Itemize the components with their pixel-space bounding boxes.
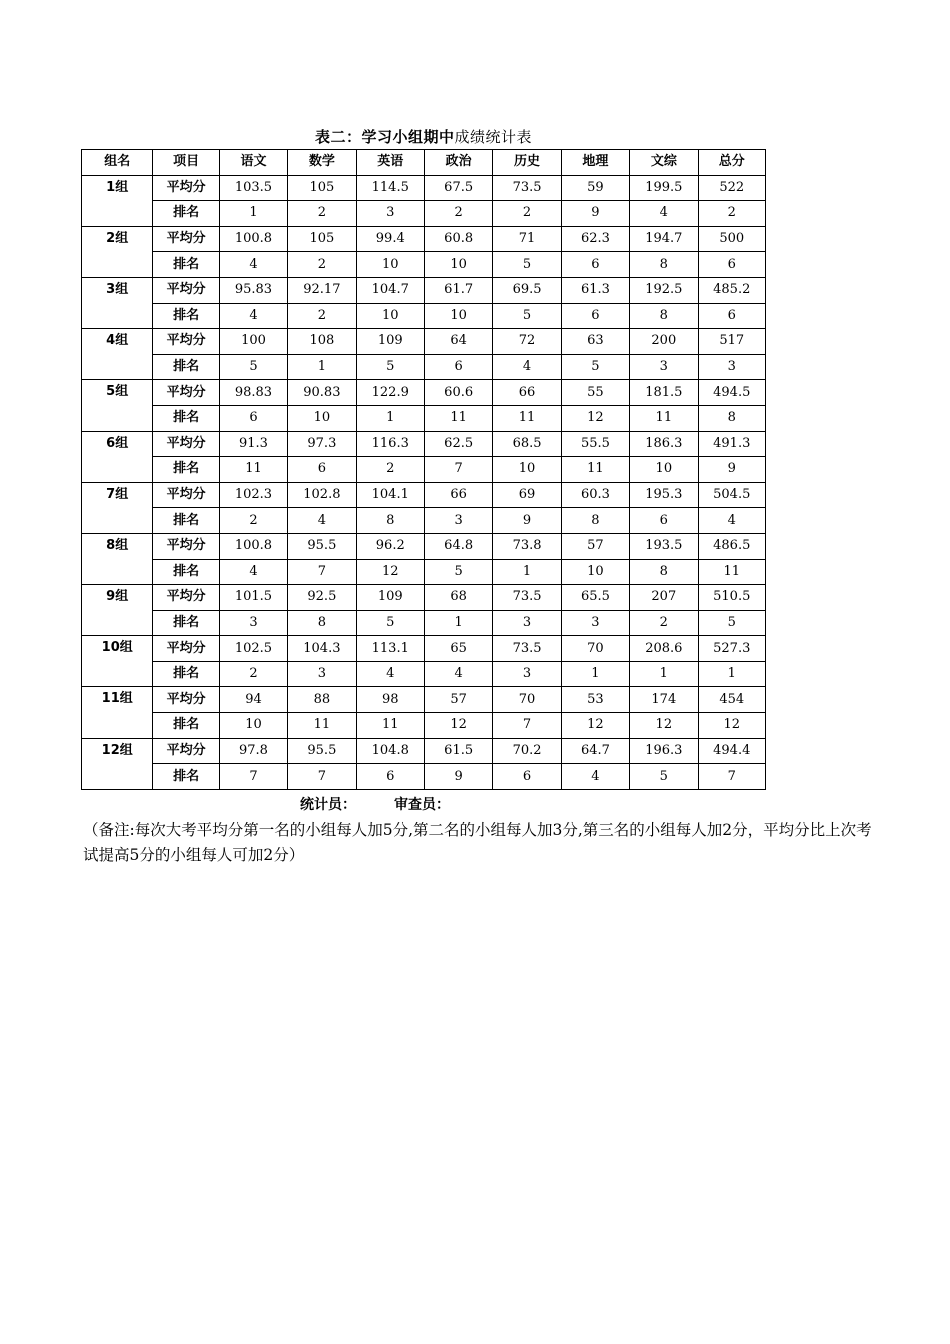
rank-value-cell: 12 (356, 559, 424, 585)
average-value-cell: 61.5 (424, 738, 492, 764)
item-label-cell: 平均分 (153, 636, 219, 662)
rank-value-cell: 3 (493, 610, 561, 636)
average-value-cell: 71 (493, 226, 561, 252)
average-value-cell: 108 (288, 329, 356, 355)
average-value-cell: 517 (698, 329, 765, 355)
table-row-average (82, 277, 766, 303)
average-value-cell: 200 (630, 329, 698, 355)
rank-value-cell: 3 (356, 201, 424, 227)
average-value-cell: 70.2 (493, 738, 561, 764)
rank-value-cell: 3 (219, 610, 287, 636)
average-value-cell: 72 (493, 329, 561, 355)
item-label-cell: 平均分 (153, 277, 219, 303)
reviewer-label: 审查员： (394, 797, 450, 813)
average-value-cell: 97.3 (288, 431, 356, 457)
table-row-rank (82, 610, 766, 636)
average-value-cell: 500 (698, 226, 765, 252)
average-value-cell: 69.5 (493, 277, 561, 303)
rank-value-cell: 8 (288, 610, 356, 636)
group-name-cell: 1组 (82, 175, 153, 226)
item-label-cell: 排名 (153, 405, 219, 431)
rank-value-cell: 11 (356, 713, 424, 739)
average-value-cell: 99.4 (356, 226, 424, 252)
item-label-cell: 排名 (153, 508, 219, 534)
average-value-cell: 491.3 (698, 431, 765, 457)
rank-value-cell: 2 (493, 201, 561, 227)
group-name-cell: 8组 (82, 533, 153, 584)
table-row-average (82, 636, 766, 662)
rank-value-cell: 4 (219, 252, 287, 278)
rank-value-cell: 4 (630, 201, 698, 227)
average-value-cell: 109 (356, 585, 424, 611)
average-value-cell: 100.8 (219, 533, 287, 559)
average-value-cell: 103.5 (219, 175, 287, 201)
rank-value-cell: 10 (561, 559, 629, 585)
table-row-average (82, 226, 766, 252)
rank-value-cell: 1 (493, 559, 561, 585)
table-row-rank (82, 201, 766, 227)
rank-value-cell: 6 (698, 252, 765, 278)
average-value-cell: 60.6 (424, 380, 492, 406)
average-value-cell: 88 (288, 687, 356, 713)
average-value-cell: 102.5 (219, 636, 287, 662)
average-value-cell: 64.8 (424, 533, 492, 559)
rank-value-cell: 3 (561, 610, 629, 636)
rank-value-cell: 5 (424, 559, 492, 585)
rank-value-cell: 7 (493, 713, 561, 739)
rank-value-cell: 8 (630, 559, 698, 585)
rank-value-cell: 7 (288, 559, 356, 585)
average-value-cell: 105 (288, 226, 356, 252)
rank-value-cell: 12 (630, 713, 698, 739)
rank-value-cell: 7 (219, 764, 287, 790)
item-label-cell: 平均分 (153, 585, 219, 611)
item-label-cell: 排名 (153, 457, 219, 483)
average-value-cell: 494.4 (698, 738, 765, 764)
average-value-cell: 69 (493, 482, 561, 508)
rank-value-cell: 3 (630, 354, 698, 380)
rank-value-cell: 2 (356, 457, 424, 483)
average-value-cell: 70 (493, 687, 561, 713)
rank-value-cell: 2 (288, 303, 356, 329)
average-value-cell: 104.8 (356, 738, 424, 764)
rank-value-cell: 3 (493, 661, 561, 687)
rank-value-cell: 11 (219, 457, 287, 483)
rank-value-cell: 2 (288, 201, 356, 227)
average-value-cell: 98 (356, 687, 424, 713)
average-value-cell: 95.5 (288, 533, 356, 559)
item-label-cell: 排名 (153, 354, 219, 380)
average-value-cell: 122.9 (356, 380, 424, 406)
group-name-cell: 2组 (82, 226, 153, 277)
group-name-cell: 4组 (82, 329, 153, 380)
group-name-cell: 10组 (82, 636, 153, 687)
rank-value-cell: 7 (698, 764, 765, 790)
table-header-row (82, 150, 766, 176)
average-value-cell: 485.2 (698, 277, 765, 303)
item-label-cell: 平均分 (153, 482, 219, 508)
item-label-cell: 平均分 (153, 329, 219, 355)
average-value-cell: 68.5 (493, 431, 561, 457)
rank-value-cell: 11 (424, 405, 492, 431)
table-row-average (82, 687, 766, 713)
average-value-cell: 494.5 (698, 380, 765, 406)
table-title (81, 127, 766, 147)
average-value-cell: 522 (698, 175, 765, 201)
average-value-cell: 113.1 (356, 636, 424, 662)
item-label-cell: 排名 (153, 303, 219, 329)
average-value-cell: 102.8 (288, 482, 356, 508)
average-value-cell: 94 (219, 687, 287, 713)
header-cell: 总分 (698, 150, 765, 176)
rank-value-cell: 1 (356, 405, 424, 431)
average-value-cell: 61.7 (424, 277, 492, 303)
rank-value-cell: 2 (630, 610, 698, 636)
average-value-cell: 208.6 (630, 636, 698, 662)
rank-value-cell: 3 (698, 354, 765, 380)
header-cell: 地理 (561, 150, 629, 176)
average-value-cell: 92.17 (288, 277, 356, 303)
rank-value-cell: 4 (219, 303, 287, 329)
table-title-bold: 表二：学习小组期中 (314, 128, 455, 146)
rank-value-cell: 2 (424, 201, 492, 227)
rank-value-cell: 5 (493, 303, 561, 329)
average-value-cell: 207 (630, 585, 698, 611)
rank-value-cell: 1 (219, 201, 287, 227)
item-label-cell: 平均分 (153, 687, 219, 713)
average-value-cell: 105 (288, 175, 356, 201)
rank-value-cell: 6 (698, 303, 765, 329)
header-cell: 政治 (424, 150, 492, 176)
rank-value-cell: 10 (424, 303, 492, 329)
rank-value-cell: 5 (561, 354, 629, 380)
rank-value-cell: 9 (698, 457, 765, 483)
average-value-cell: 73.5 (493, 636, 561, 662)
rank-value-cell: 6 (288, 457, 356, 483)
table-row-average (82, 482, 766, 508)
item-label-cell: 排名 (153, 201, 219, 227)
average-value-cell: 92.5 (288, 585, 356, 611)
item-label-cell: 平均分 (153, 175, 219, 201)
table-row-rank (82, 303, 766, 329)
rank-value-cell: 7 (424, 457, 492, 483)
rank-value-cell: 12 (698, 713, 765, 739)
table-row-rank (82, 713, 766, 739)
group-score-table (81, 149, 766, 790)
average-value-cell: 67.5 (424, 175, 492, 201)
rank-value-cell: 10 (219, 713, 287, 739)
statistician-label: 统计员： (300, 797, 356, 813)
table-row-rank (82, 252, 766, 278)
table-row-average (82, 533, 766, 559)
average-value-cell: 486.5 (698, 533, 765, 559)
item-label-cell: 排名 (153, 559, 219, 585)
average-value-cell: 95.83 (219, 277, 287, 303)
rank-value-cell: 3 (288, 661, 356, 687)
rank-value-cell: 10 (288, 405, 356, 431)
average-value-cell: 66 (493, 380, 561, 406)
rank-value-cell: 10 (630, 457, 698, 483)
average-value-cell: 57 (561, 533, 629, 559)
average-value-cell: 104.7 (356, 277, 424, 303)
average-value-cell: 53 (561, 687, 629, 713)
average-value-cell: 60.8 (424, 226, 492, 252)
rank-value-cell: 6 (219, 405, 287, 431)
average-value-cell: 62.3 (561, 226, 629, 252)
table-row-average (82, 329, 766, 355)
average-value-cell: 64 (424, 329, 492, 355)
rank-value-cell: 9 (493, 508, 561, 534)
average-value-cell: 102.3 (219, 482, 287, 508)
item-label-cell: 排名 (153, 764, 219, 790)
average-value-cell: 116.3 (356, 431, 424, 457)
rank-value-cell: 11 (698, 559, 765, 585)
rank-value-cell: 6 (424, 354, 492, 380)
group-name-cell: 5组 (82, 380, 153, 431)
rank-value-cell: 5 (698, 610, 765, 636)
rank-value-cell: 1 (561, 661, 629, 687)
rank-value-cell: 1 (288, 354, 356, 380)
header-cell: 组名 (82, 150, 153, 176)
group-name-cell: 9组 (82, 585, 153, 636)
rank-value-cell: 11 (630, 405, 698, 431)
rank-value-cell: 4 (698, 508, 765, 534)
rank-value-cell: 8 (356, 508, 424, 534)
rank-value-cell: 4 (288, 508, 356, 534)
item-label-cell: 排名 (153, 661, 219, 687)
rank-value-cell: 11 (561, 457, 629, 483)
average-value-cell: 65.5 (561, 585, 629, 611)
average-value-cell: 100.8 (219, 226, 287, 252)
table-row-rank (82, 508, 766, 534)
rank-value-cell: 9 (424, 764, 492, 790)
rank-value-cell: 6 (356, 764, 424, 790)
average-value-cell: 90.83 (288, 380, 356, 406)
average-value-cell: 504.5 (698, 482, 765, 508)
header-cell: 项目 (153, 150, 219, 176)
average-value-cell: 114.5 (356, 175, 424, 201)
rank-value-cell: 6 (561, 252, 629, 278)
item-label-cell: 排名 (153, 713, 219, 739)
table-row-rank (82, 405, 766, 431)
average-value-cell: 96.2 (356, 533, 424, 559)
average-value-cell: 181.5 (630, 380, 698, 406)
average-value-cell: 73.8 (493, 533, 561, 559)
table-row-average (82, 175, 766, 201)
rank-value-cell: 8 (630, 303, 698, 329)
average-value-cell: 104.1 (356, 482, 424, 508)
average-value-cell: 97.8 (219, 738, 287, 764)
average-value-cell: 95.5 (288, 738, 356, 764)
header-cell: 文综 (630, 150, 698, 176)
rank-value-cell: 1 (698, 661, 765, 687)
item-label-cell: 排名 (153, 252, 219, 278)
average-value-cell: 109 (356, 329, 424, 355)
average-value-cell: 510.5 (698, 585, 765, 611)
table-row-average (82, 431, 766, 457)
rank-value-cell: 1 (630, 661, 698, 687)
rank-value-cell: 12 (561, 405, 629, 431)
rank-value-cell: 7 (288, 764, 356, 790)
remark-note: （备注:每次大考平均分第一名的小组每人加5分,第二名的小组每人加3分,第三名的小组每人加2分，平均分比上次考试提高5分的小组每人可加2分） (83, 821, 872, 864)
group-name-cell: 6组 (82, 431, 153, 482)
average-value-cell: 63 (561, 329, 629, 355)
rank-value-cell: 4 (561, 764, 629, 790)
rank-value-cell: 3 (424, 508, 492, 534)
rank-value-cell: 10 (493, 457, 561, 483)
rank-value-cell: 12 (424, 713, 492, 739)
group-name-cell: 3组 (82, 277, 153, 328)
rank-value-cell: 5 (356, 610, 424, 636)
average-value-cell: 199.5 (630, 175, 698, 201)
average-value-cell: 98.83 (219, 380, 287, 406)
group-name-cell: 7组 (82, 482, 153, 533)
average-value-cell: 454 (698, 687, 765, 713)
rank-value-cell: 5 (356, 354, 424, 380)
average-value-cell: 61.3 (561, 277, 629, 303)
rank-value-cell: 10 (356, 252, 424, 278)
rank-value-cell: 5 (219, 354, 287, 380)
rank-value-cell: 2 (698, 201, 765, 227)
item-label-cell: 平均分 (153, 738, 219, 764)
average-value-cell: 55.5 (561, 431, 629, 457)
rank-value-cell: 10 (356, 303, 424, 329)
rank-value-cell: 6 (630, 508, 698, 534)
rank-value-cell: 5 (493, 252, 561, 278)
average-value-cell: 100 (219, 329, 287, 355)
average-value-cell: 104.3 (288, 636, 356, 662)
rank-value-cell: 1 (424, 610, 492, 636)
average-value-cell: 196.3 (630, 738, 698, 764)
average-value-cell: 70 (561, 636, 629, 662)
table-row-rank (82, 559, 766, 585)
table-row-rank (82, 764, 766, 790)
header-cell: 语文 (219, 150, 287, 176)
average-value-cell: 194.7 (630, 226, 698, 252)
average-value-cell: 527.3 (698, 636, 765, 662)
rank-value-cell: 12 (561, 713, 629, 739)
average-value-cell: 59 (561, 175, 629, 201)
average-value-cell: 73.5 (493, 175, 561, 201)
rank-value-cell: 4 (493, 354, 561, 380)
rank-value-cell: 11 (288, 713, 356, 739)
item-label-cell: 平均分 (153, 226, 219, 252)
average-value-cell: 65 (424, 636, 492, 662)
table-body (82, 175, 766, 789)
signature-line (300, 795, 450, 815)
average-value-cell: 192.5 (630, 277, 698, 303)
average-value-cell: 62.5 (424, 431, 492, 457)
average-value-cell: 60.3 (561, 482, 629, 508)
rank-value-cell: 9 (561, 201, 629, 227)
rank-value-cell: 6 (493, 764, 561, 790)
table-row-rank (82, 661, 766, 687)
item-label-cell: 平均分 (153, 380, 219, 406)
rank-value-cell: 4 (424, 661, 492, 687)
rank-value-cell: 8 (561, 508, 629, 534)
average-value-cell: 174 (630, 687, 698, 713)
item-label-cell: 平均分 (153, 533, 219, 559)
group-name-cell: 12组 (82, 738, 153, 789)
rank-value-cell: 4 (356, 661, 424, 687)
rank-value-cell: 2 (219, 661, 287, 687)
header-cell: 英语 (356, 150, 424, 176)
table-row-rank (82, 354, 766, 380)
average-value-cell: 101.5 (219, 585, 287, 611)
table-row-average (82, 585, 766, 611)
header-cell: 数学 (288, 150, 356, 176)
average-value-cell: 195.3 (630, 482, 698, 508)
group-name-cell: 11组 (82, 687, 153, 738)
rank-value-cell: 11 (493, 405, 561, 431)
average-value-cell: 91.3 (219, 431, 287, 457)
rank-value-cell: 4 (219, 559, 287, 585)
average-value-cell: 193.5 (630, 533, 698, 559)
header-cell: 历史 (493, 150, 561, 176)
rank-value-cell: 6 (561, 303, 629, 329)
item-label-cell: 排名 (153, 610, 219, 636)
table-row-average (82, 738, 766, 764)
rank-value-cell: 10 (424, 252, 492, 278)
average-value-cell: 66 (424, 482, 492, 508)
rank-value-cell: 8 (698, 405, 765, 431)
rank-value-cell: 8 (630, 252, 698, 278)
average-value-cell: 186.3 (630, 431, 698, 457)
table-row-average (82, 380, 766, 406)
rank-value-cell: 2 (219, 508, 287, 534)
average-value-cell: 73.5 (493, 585, 561, 611)
table-title-normal: 成绩统计表 (454, 128, 533, 146)
rank-value-cell: 2 (288, 252, 356, 278)
rank-value-cell: 5 (630, 764, 698, 790)
average-value-cell: 55 (561, 380, 629, 406)
average-value-cell: 68 (424, 585, 492, 611)
table-row-rank (82, 457, 766, 483)
item-label-cell: 平均分 (153, 431, 219, 457)
average-value-cell: 57 (424, 687, 492, 713)
average-value-cell: 64.7 (561, 738, 629, 764)
